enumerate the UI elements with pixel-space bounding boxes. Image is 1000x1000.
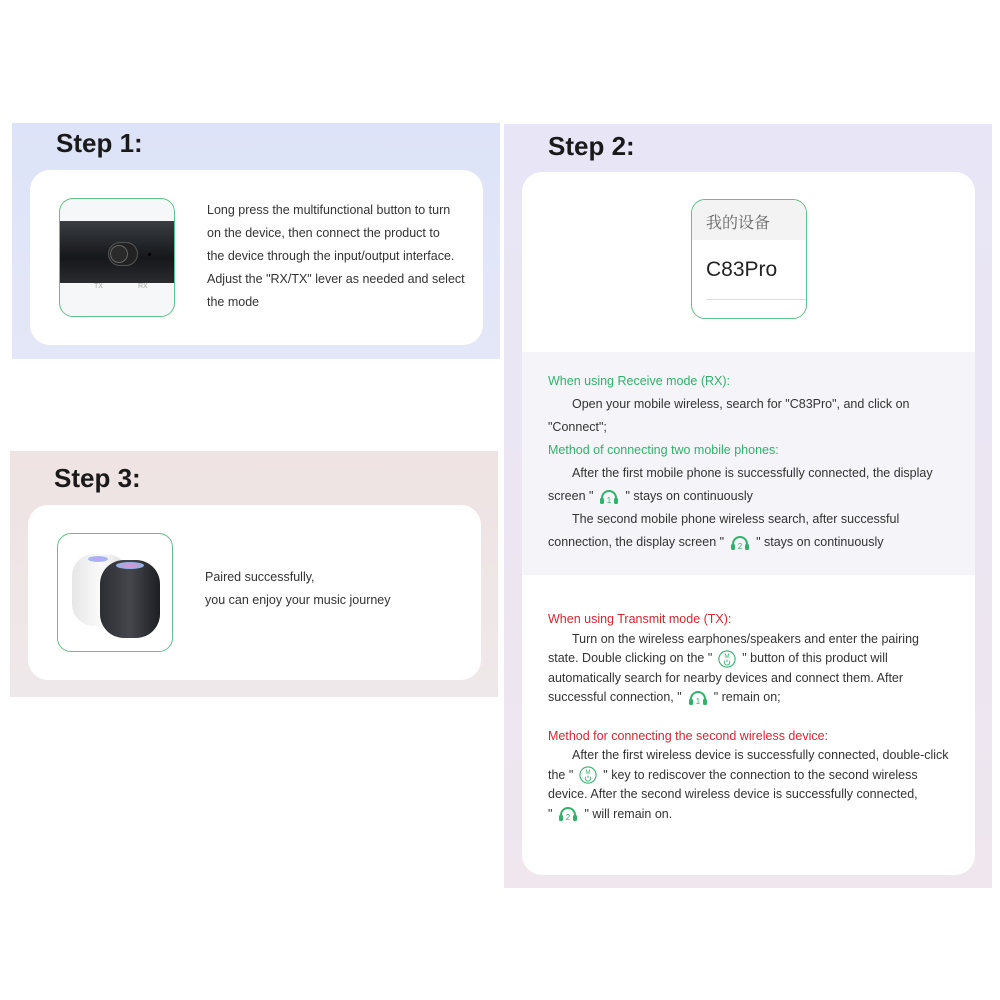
device-switch-image: [59, 198, 175, 317]
line: the " " key to rediscover the connection to the second wireless: [548, 766, 949, 786]
line: the mode: [207, 295, 260, 309]
tx-text: [548, 610, 949, 824]
step3-panel: [10, 451, 498, 697]
line: Adjust the "RX/TX" lever as needed and select: [207, 272, 465, 286]
device-list-preview: [691, 199, 807, 319]
headphone-2-icon: [558, 806, 578, 822]
step3-text: [205, 566, 391, 612]
tx-heading2: Method for connecting the second wireless device:: [548, 728, 829, 743]
line: Paired successfully,: [205, 570, 315, 584]
rx-heading2: Method of connecting two mobile phones:: [548, 443, 779, 457]
step1-card: [30, 170, 483, 345]
line: successful connection, " 1 " remain on;: [548, 690, 781, 706]
line: The second mobile phone wireless search, after successful: [572, 512, 900, 526]
line: the device through the input/output interface.: [207, 249, 455, 263]
step3-title: Step 3:: [54, 463, 141, 493]
headphone-1-icon: [688, 690, 708, 706]
line: " 2 " will remain on.: [548, 806, 673, 823]
svg-text:1: 1: [695, 696, 700, 706]
line: state. Double clicking on the " " button of this product will: [548, 649, 949, 669]
line: automatically search for nearby devices and connect them. After: [548, 670, 904, 685]
rx-heading: When using Receive mode (RX):: [548, 374, 731, 388]
line: on the device, then connect the product to: [207, 226, 440, 240]
line: connection, the display screen " 2 " stays on continuously: [548, 535, 884, 551]
speaker-image: [57, 533, 173, 652]
line: Open your mobile wireless, search for "C83Pro", and click on: [572, 397, 910, 411]
line: you can enjoy your music journey: [205, 593, 391, 607]
line: "Connect";: [548, 420, 607, 434]
line: Long press the multifunctional button to turn: [207, 203, 451, 217]
line: screen " 1 " stays on continuously: [548, 489, 753, 505]
step2-title: Step 2:: [548, 131, 635, 161]
step1-text: [207, 199, 465, 314]
tx-label: TX: [94, 283, 103, 290]
line: After the first wireless device is successfully connected, double-click: [572, 748, 949, 762]
step3-card: [28, 505, 481, 680]
headphone-1-icon: [599, 489, 619, 505]
step2-card: [522, 172, 975, 875]
step1-panel: [12, 123, 500, 359]
multifunction-button-icon: [579, 766, 597, 784]
line: device. After the second wireless device is successfully connected,: [548, 787, 918, 801]
step1-title: Step 1:: [56, 128, 143, 158]
rx-label: RX: [138, 283, 148, 290]
tx-heading: When using Transmit mode (TX):: [548, 612, 732, 626]
step2-panel: [504, 124, 992, 888]
svg-text:2: 2: [566, 813, 571, 823]
device-list-header: 我的设备: [706, 215, 771, 232]
rx-text: [548, 370, 933, 554]
device-name[interactable]: C83Pro: [706, 258, 778, 281]
svg-text:2: 2: [737, 541, 743, 551]
multifunction-button-icon: [718, 650, 736, 668]
line: After the first mobile phone is successfully connected, the display: [572, 466, 933, 480]
headphone-2-icon: [730, 535, 750, 551]
svg-text:1: 1: [607, 495, 612, 505]
line: Turn on the wireless earphones/speakers and enter the pairing: [572, 631, 919, 646]
